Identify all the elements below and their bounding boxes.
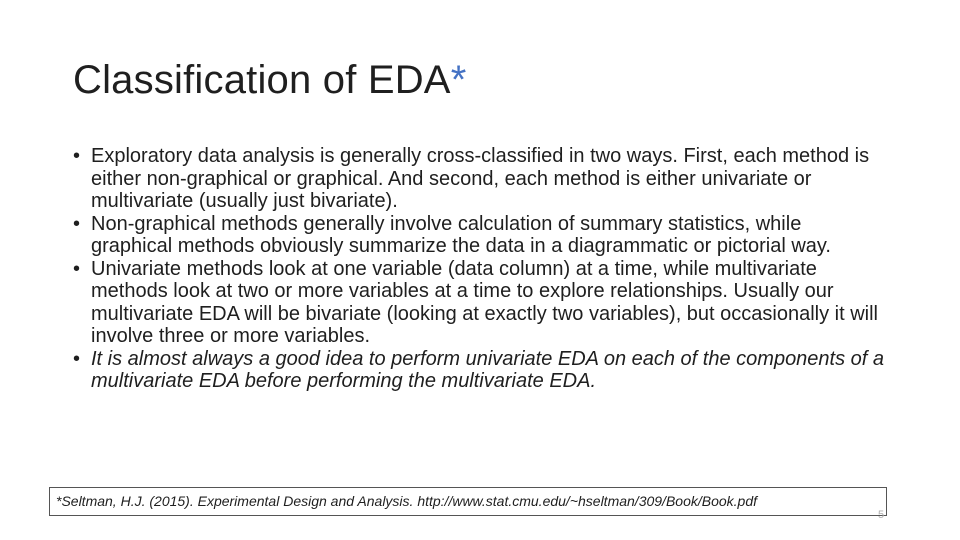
- bullet-text: Non-graphical methods generally involve calculation of summary statistics, while graphical methods obviously summarize the data in a diagrammatic or pictorial way.: [91, 212, 831, 257]
- bullet-text: Exploratory data analysis is generally cross-classified in two ways. First, each method is either non-graphical or graphical. And second, each method is either univariate or multivariate (usually just bivariate).: [91, 145, 870, 212]
- slide-number: 5: [878, 509, 885, 521]
- bullet-item: [73, 213, 888, 258]
- bullet-item: [73, 145, 888, 213]
- bullet-text: Univariate methods look at one variable (data column) at a time, while multivariate methods look at two or more variables at a time to explore relationships. Usually our multivariate EDA will be bivariate (looking at exactly two variables), but occasionally it will involve three or more variables.: [91, 257, 878, 347]
- citation-text: *Seltman, H.J. (2015). Experimental Design and Analysis. http://www.stat.cmu.edu/~hseltman/309/Book/Book.pdf: [56, 493, 758, 509]
- bullet-item: [73, 258, 888, 348]
- slide-title: [73, 56, 466, 104]
- bullet-marker: •: [73, 347, 81, 370]
- bullet-item: [73, 348, 888, 393]
- bullet-marker: •: [73, 257, 81, 280]
- citation-box: [49, 487, 887, 516]
- bullet-list: [73, 145, 888, 393]
- title-asterisk: *: [450, 58, 467, 102]
- bullet-marker: •: [73, 145, 81, 167]
- bullet-marker: •: [73, 212, 81, 235]
- slide-title-text: Classification of EDA: [73, 58, 451, 102]
- bullet-text: It is almost always a good idea to perform univariate EDA on each of the components of a multivariate EDA before performing the multivariate EDA.: [91, 347, 885, 392]
